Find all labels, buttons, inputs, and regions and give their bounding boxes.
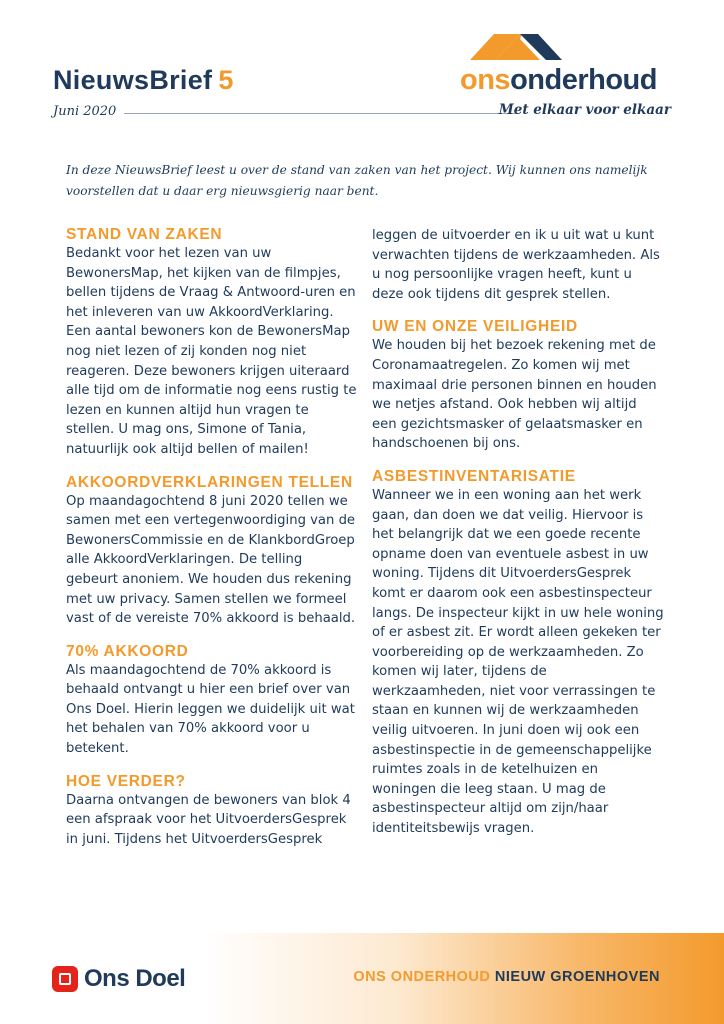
brand-name-part2: onderhoud [510, 64, 657, 96]
section-akkoordverklaringen-tellen [66, 474, 358, 629]
section-body: We houden bij het bezoek rekening met de Coronamaatregelen. Zo komen wij met maximaal drie personen binnen en houden we netjes afstand. Ook hebben wij altijd een gezichtsmasker of gelaatsmasker en handschoenen bij ons. [372, 338, 657, 452]
section-heading: UW EN ONZE VEILIGHEID [372, 318, 578, 336]
section-body: Als maandagochtend de 70% akkoord is behaald ontvangt u hier een brief over van Ons Doel. Hierin leggen we duidelijk uit wat het behalen van 70% akkoord voor u betekent. [66, 662, 355, 757]
project-name-part2: NIEUW GROENHOVEN [494, 969, 660, 985]
section-body: Op maandagochtend 8 juni 2020 tellen we samen met een vertegenwoordiging van de BewonersCommissie en de KlankbordGroep alle AkkoordVerklaringen. De telling gebeurt anoniem. We houden dus rekening met uw privacy. Samen stellen we formeel vast of de vereiste 70% akkoord is behaald. [66, 493, 356, 627]
section-body: leggen de uitvoerder en ik u uit wat u kunt verwachten tijdens de werkzaamheden. Als u nog persoonlijke vragen heeft, kunt u deze ook tijdens dit gesprek stellen. [372, 228, 660, 302]
brand-name-part1: ons [460, 64, 511, 96]
section-hoe-verder [66, 773, 358, 850]
house-roof-icon [460, 30, 675, 66]
section-body: Bedankt voor het lezen van uw BewonersMap, het kijken van de filmpjes, bellen tijdens de Vraag & Antwoord-uren en het inleveren van uw AkkoordVerklaring. Een aantal bewoners kon de BewonersMap nog niet lezen of zij konden nog niet reageren. Deze bewoners krijgen uiteraard alle tijd om de informatie nog eens rustig te lezen en kunnen altijd hun vragen te stellen. U mag ons, Simone of Tania, natuurlijk ook altijd bellen of mailen! [66, 246, 357, 457]
section-heading: HOE VERDER? [66, 772, 186, 790]
section-70-akkoord [66, 643, 358, 759]
ons-doel-square-icon [52, 966, 78, 992]
brand-tagline: Met elkaar voor elkaar [498, 102, 671, 118]
section-heading: AKKOORDVERKLARINGEN TELLEN [66, 473, 353, 491]
section-hoe-verder-continued [372, 226, 664, 304]
ons-doel-logo [52, 965, 185, 993]
section-body: Daarna ontvangen de bewoners van blok 4 een afspraak voor het UitvoerdersGesprek in juni. Tijdens het UitvoerdersGesprek [66, 792, 351, 847]
project-name-part1: ONS ONDERHOUD [353, 969, 491, 985]
section-stand-van-zaken [66, 226, 358, 460]
section-heading: ASBESTINVENTARISATIE [372, 467, 576, 485]
issue-date: Juni 2020 [53, 104, 117, 119]
left-column [66, 226, 358, 863]
issue-number: 5 [218, 65, 234, 95]
ons-doel-logo-text: Ons Doel [84, 965, 186, 992]
brand-name [460, 64, 657, 97]
section-asbestinventarisatie [372, 468, 664, 839]
intro-text: In deze NieuwsBrief leest u over de stand van zaken van het project. Wij kunnen ons namelijk voorstellen dat u daar erg nieuwsgierig naar bent. [66, 163, 648, 198]
newsletter-title [53, 65, 234, 96]
right-column [372, 228, 664, 853]
section-heading: STAND VAN ZAKEN [66, 226, 223, 243]
section-body: Wanneer we in een woning aan het werk gaan, dan doen we dat veilig. Hiervoor is het belangrijk dat we een goede recente opname doen van eventuele asbest in uw woning. Tijdens dit UitvoerdersGesprek komt er daarom ook een asbestinspecteur langs. De inspecteur kijkt in uw hele woning of er asbest zit. Er wordt alleen gekeken ter voorbereiding op de werkzaamheden. Zo komen wij later, tijdens de werkzaamheden, niet voor verrassingen te staan en kunnen wij de werkzaamheden veilig uitvoeren. In juni doen wij ook een asbestinspectie in de gemeenschappelijke ruimtes zoals in de ketelhuizen en woningen die leeg staan. U mag de asbestinspecteur altijd om zijn/haar identiteitsbewijs vragen. [372, 487, 664, 837]
project-name [353, 969, 660, 985]
section-uw-en-onze-veiligheid [372, 318, 664, 454]
onsonderhoud-logo [460, 30, 675, 125]
section-heading: 70% AKKOORD [66, 642, 189, 660]
newsletter-title-text: NieuwsBrief [53, 65, 213, 95]
